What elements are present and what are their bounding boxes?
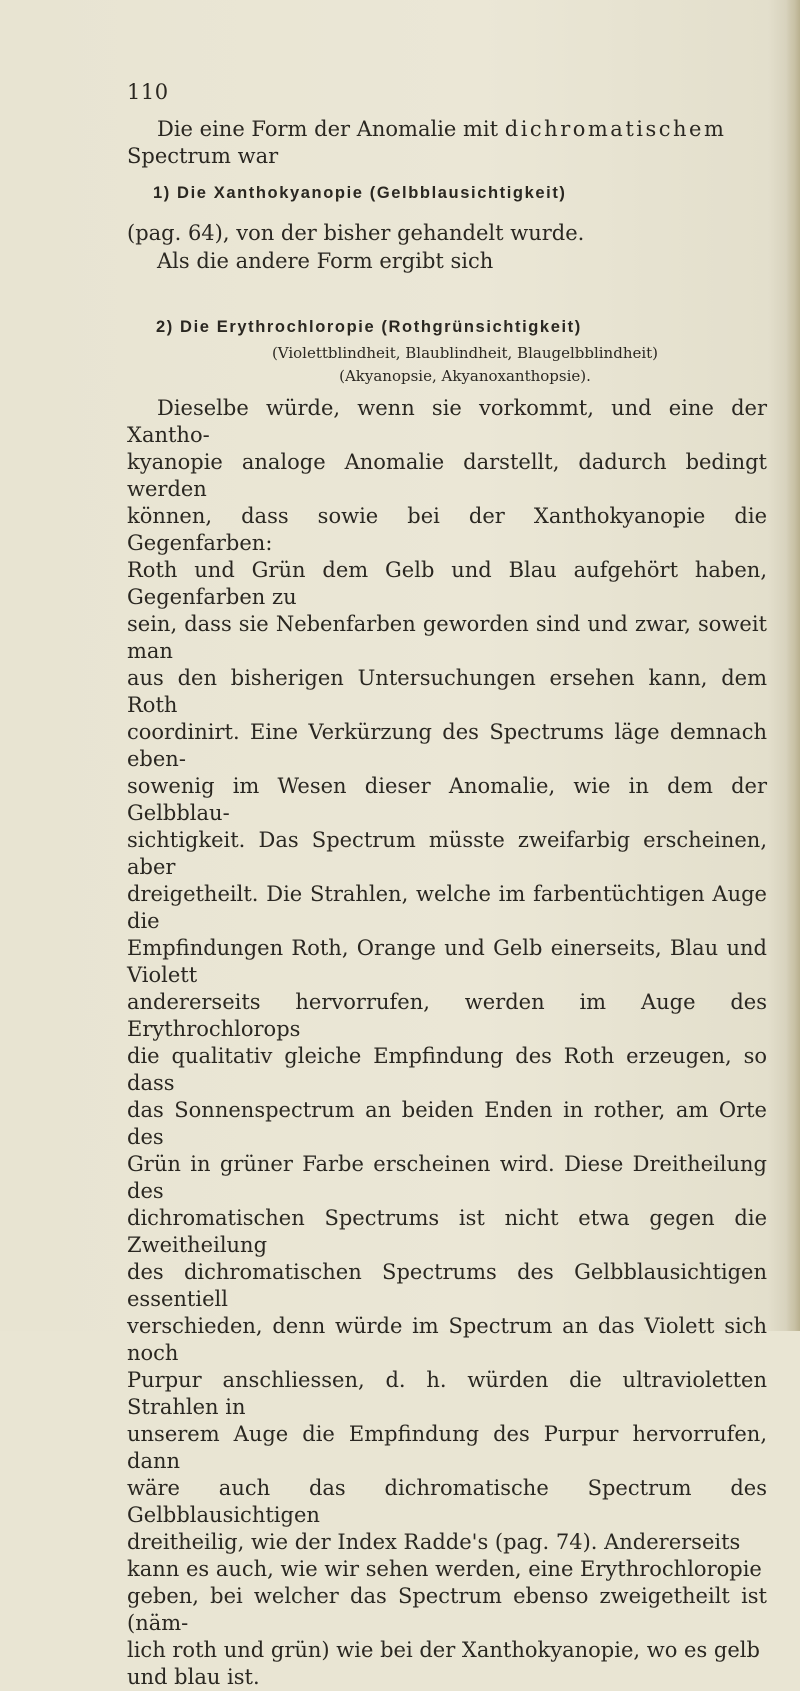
intro-spaced-word: dichromatischem [504, 117, 727, 141]
heading-sub-2: (Akyanopsie, Akyanoxanthopsie). [339, 367, 591, 385]
body-line: dreigetheilt. Die Strahlen, welche im farbentüchtigen Auge die [127, 882, 767, 933]
body-line: lich roth und grün) wie bei der Xanthokyanopie, wo es gelb [127, 1638, 760, 1662]
body-line: Purpur anschliessen, d. h. würden die ultravioletten Strahlen in [127, 1368, 767, 1419]
body-line: aus den bisherigen Untersuchungen ersehen kann, dem Roth [127, 666, 767, 717]
page-edge-shadow [786, 0, 800, 1331]
body-line: dreitheilig, wie der Index Radde's (pag. 74). Andererseits [127, 1530, 741, 1554]
body-line: coordinirt. Eine Verkürzung des Spectrums läge demnach eben- [127, 720, 767, 771]
body-line: des dichromatischen Spectrums des Gelbblausichtigen essentiell [127, 1260, 767, 1311]
page-number: 110 [127, 80, 169, 104]
body-line: verschieden, denn würde im Spectrum an das Violett sich noch [127, 1314, 767, 1365]
after-heading-line-1: (pag. 64), von der bisher gehandelt wurde. [127, 221, 585, 245]
intro-line-1 [127, 116, 767, 143]
body-line: geben, bei welcher das Spectrum ebenso zweigetheilt ist (näm- [127, 1584, 767, 1635]
body-line: unserem Auge die Empfindung des Purpur hervorrufen, dann [127, 1422, 767, 1473]
after-heading-line-2: Als die andere Form ergibt sich [157, 249, 494, 273]
body-line: das Sonnenspectrum an beiden Enden in rother, am Orte des [127, 1098, 767, 1149]
body-line: dichromatischen Spectrums ist nicht etwa gegen die Zweitheilung [127, 1206, 767, 1257]
body-line: Empfindungen Roth, Orange und Gelb einerseits, Blau und Violett [127, 936, 767, 987]
body-line: können, dass sowie bei der Xanthokyanopie die Gegenfarben: [127, 504, 767, 555]
body-line: sowenig im Wesen dieser Anomalie, wie in dem der Gelbblau- [127, 774, 767, 825]
body-line: Dieselbe würde, wenn sie vorkommt, und eine der Xantho- [127, 396, 767, 447]
body-line: wäre auch das dichromatische Spectrum des Gelbblausichtigen [127, 1476, 767, 1527]
body-line: sichtigkeit. Das Spectrum müsste zweifarbig erscheinen, aber [127, 828, 767, 879]
body-line: Roth und Grün dem Gelb und Blau aufgehört haben, Gegenfarben zu [127, 558, 767, 609]
body-line: kyanopie analoge Anomalie darstellt, dadurch bedingt werden [127, 450, 767, 501]
intro-line-1-text: Die eine Form der Anomalie mit [157, 117, 505, 141]
body-line: Grün in grüner Farbe erscheinen wird. Diese Dreitheilung des [127, 1152, 767, 1203]
body-line: andererseits hervorrufen, werden im Auge des Erythrochlorops [127, 990, 767, 1041]
heading-xanthokyanopie: 1) Die Xanthokyanopie (Gelbblausichtigkeit) [153, 184, 567, 202]
body-paragraph [127, 395, 767, 1691]
heading-erythrochloropie: 2) Die Erythrochloropie (Rothgrünsichtigkeit) [156, 318, 582, 336]
body-line: die qualitativ gleiche Empfindung des Roth erzeugen, so dass [127, 1044, 767, 1095]
body-line: und blau ist. [127, 1665, 260, 1689]
heading-sub-1: (Violettblindheit, Blaublindheit, Blaugelbblindheit) [271, 344, 659, 362]
body-line: sein, dass sie Nebenfarben geworden sind und zwar, soweit man [127, 612, 767, 663]
body-line: kann es auch, wie wir sehen werden, eine Erythrochloropie [127, 1557, 762, 1581]
intro-line-2: Spectrum war [127, 144, 279, 168]
